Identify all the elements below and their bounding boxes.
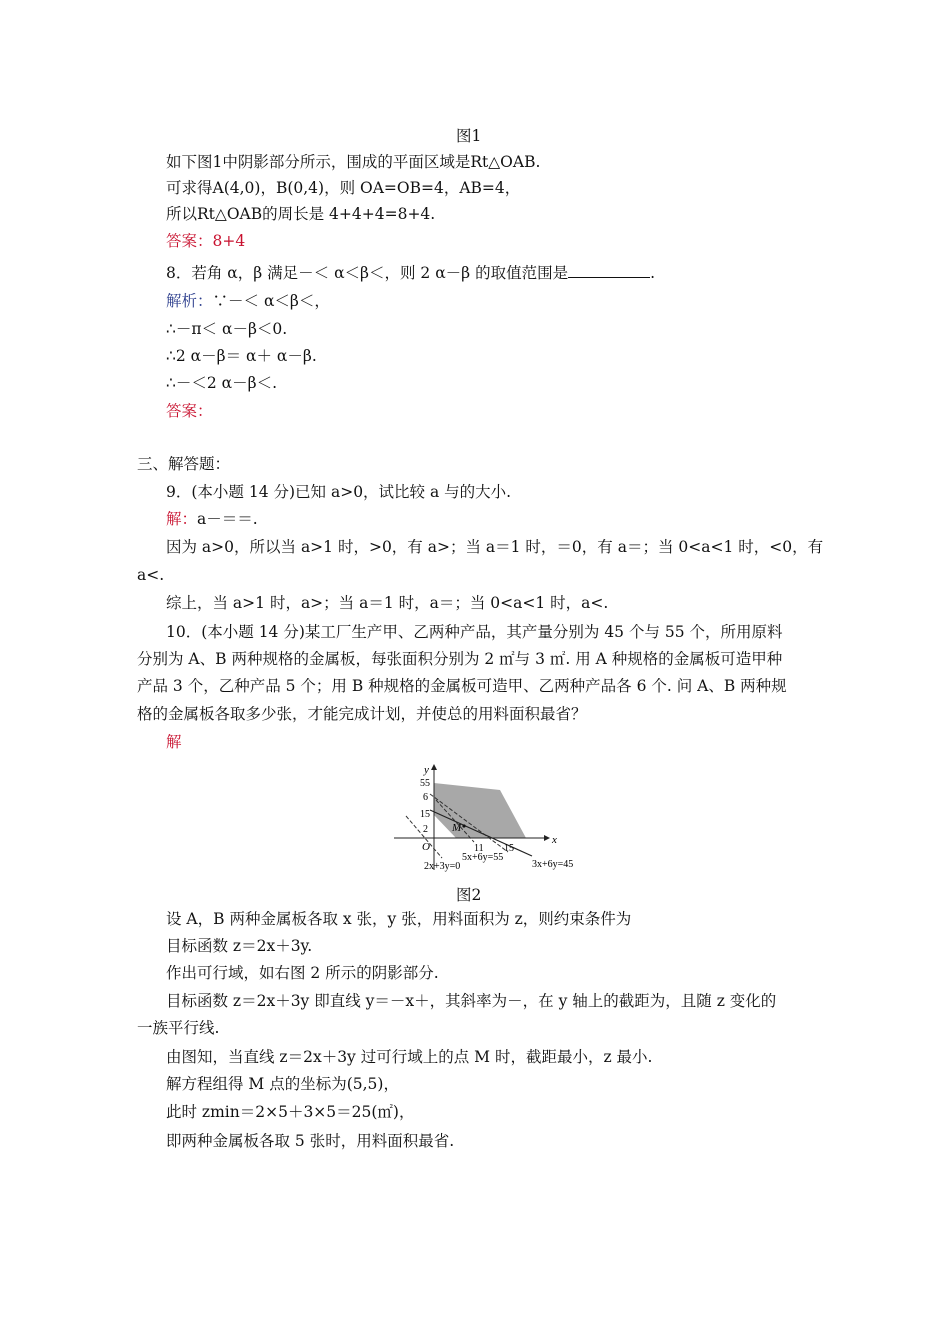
q8-step3: ∴－＜2 α－β＜.: [166, 374, 278, 392]
line-label-5x6y55: 5x+6y=55: [462, 852, 504, 863]
y-tick-15: 15: [420, 809, 430, 820]
q10-line3: 产品 3 个，乙种产品 5 个；用 B 种规格的金属板可造甲、乙两种产品各 6 个. 问 A、B 两种规: [137, 677, 787, 695]
part1-line2: 可求得A(4,0)，B(0,4)，则 OA=OB=4，AB=4，: [166, 179, 521, 197]
q9-solution-text: a－＝＝.: [197, 510, 258, 528]
figure2-caption: 图2: [456, 886, 482, 904]
sol10-line6: 由图知，当直线 z＝2x＋3y 过可行域上的点 M 时，截距最小，z 最小.: [166, 1048, 653, 1066]
x-tick-15: 15: [504, 843, 514, 854]
line-label-3x6y45: 3x+6y=45: [532, 859, 574, 870]
q8-step1: ∴－π＜ α－β＜0.: [166, 320, 288, 338]
q8-analysis: [166, 290, 330, 312]
q8-answer: 答案：: [166, 402, 213, 420]
point-m: [462, 824, 465, 827]
answer-blank: [568, 263, 650, 278]
q8-step2: ∴2 α－β＝ α＋ α－β.: [166, 347, 317, 365]
part1-line1: 如下图1中阴影部分所示，围成的平面区域是Rt△OAB.: [166, 153, 541, 171]
y-tick-2: 2: [423, 824, 428, 835]
analysis-text: ∵－＜ α＜β＜，: [212, 292, 330, 310]
y-tick-55: 55: [420, 778, 430, 789]
q8-question: [166, 262, 655, 284]
q10-line1: 10．(本小题 14 分)某工厂生产甲、乙两种产品，其产量分别为 45 个与 55 个，所用原料: [166, 623, 783, 641]
q9-line2: a<.: [137, 566, 165, 584]
sol10-line9: 即两种金属板各取 5 张时，用料面积最省.: [166, 1132, 455, 1150]
sol10-line7: 解方程组得 M 点的坐标为(5,5)，: [166, 1075, 399, 1093]
q9-question: 9．(本小题 14 分)已知 a>0，试比较 a 与的大小.: [166, 483, 512, 501]
x-axis-arrow: [544, 835, 550, 841]
sol10-line1: 设 A，B 两种金属板各取 x 张，y 张，用料面积为 z，则约束条件为: [166, 910, 632, 928]
x-axis-label: x: [552, 834, 557, 846]
sol10-line8: 此时 zmin＝2×5＋3×5＝25(㎡)，: [166, 1103, 415, 1121]
q9-solution-label: 解：: [166, 510, 198, 528]
sol10-line3: 作出可行域，如右图 2 所示的阴影部分.: [166, 964, 439, 982]
y-tick-6: 6: [423, 792, 428, 803]
analysis-label: 解析：: [166, 292, 213, 310]
y-axis-arrow: [431, 764, 437, 770]
sol10-line2: 目标函数 z＝2x＋3y.: [166, 937, 313, 955]
q8-question-text: 8．若角 α，β 满足－＜ α＜β＜，则 2 α－β 的取值范围是: [166, 264, 569, 282]
q10-solution-label: 解: [166, 733, 182, 751]
point-m-label: M: [452, 822, 462, 834]
part1-line3: 所以Rt△OAB的周长是 4+4+4=8+4.: [166, 205, 436, 223]
x-tick-11: 11: [474, 843, 484, 854]
feasible-region-figure: [392, 760, 592, 874]
q9-line3: 综上，当 a>1 时，a>；当 a＝1 时，a＝；当 0<a<1 时，a<.: [166, 594, 609, 612]
sol10-line4: 目标函数 z＝2x＋3y 即直线 y＝－x＋，其斜率为－，在 y 轴上的截距为，且随 z 变化的: [166, 992, 777, 1010]
part1-answer: 答案：8+4: [166, 232, 246, 250]
figure1-caption: 图1: [456, 127, 482, 145]
sol10-line5: 一族平行线.: [137, 1019, 220, 1037]
q8-question-end: .: [650, 264, 656, 282]
q10-line2: 分别为 A、B 两种规格的金属板，每张面积分别为 2 ㎡与 3 ㎡. 用 A 种规格的金属板可造甲种: [137, 650, 783, 668]
line-label-2x3y0: 2x+3y=0: [424, 861, 461, 872]
origin-label: O: [422, 841, 430, 853]
y-axis-label: y: [424, 764, 429, 776]
q9-solution: [166, 508, 258, 530]
q10-line4: 格的金属板各取多少张，才能完成计划，并使总的用料面积最省？: [137, 705, 587, 723]
q9-line1: 因为 a>0，所以当 a>1 时，>0，有 a>；当 a＝1 时，＝0，有 a＝；当 0<a<1 时，<0，有: [166, 538, 824, 556]
section3-title: 三、解答题：: [137, 455, 231, 473]
feasible-region: [434, 783, 526, 838]
